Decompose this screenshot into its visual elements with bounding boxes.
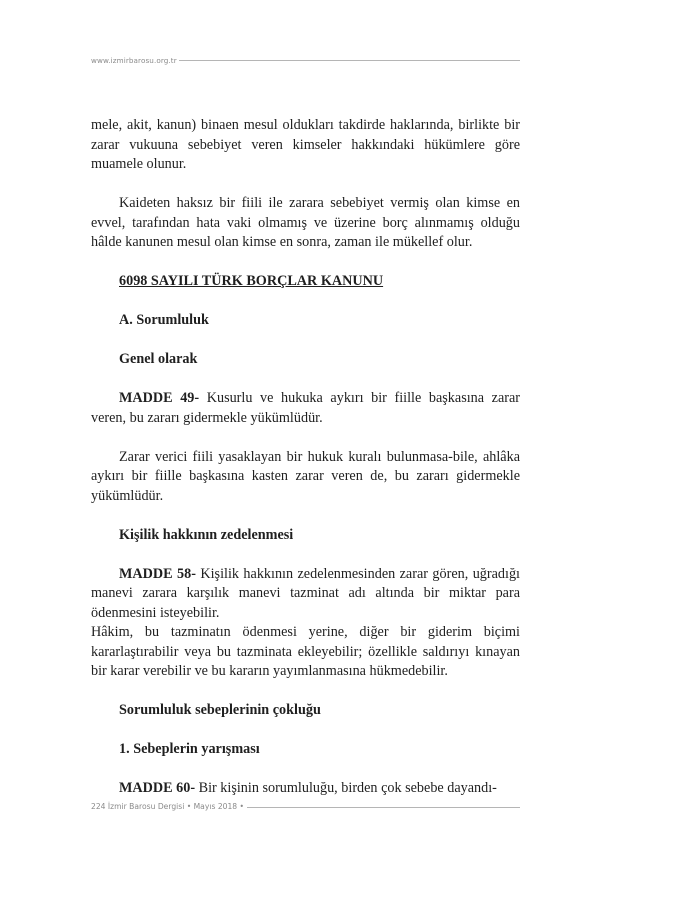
paragraph-zarar-verici: Zarar verici fiili yasaklayan bir hukuk kuralı bulunmasa-bile, ahlâka aykırı bir fiille başkasına kasten zarar veren de, bu zararı gidermekle yükümlüdür. bbox=[91, 448, 520, 504]
paragraph-kaideten: Kaideten haksız bir fiili ile zarara sebebiyet vermiş olan kimse en evvel, tarafından hata vaki olmamış ve üzerine borç alınmamış olduğu hâlde kanunen mesul olan kimse en sonra, zaman ile mükellef olur. bbox=[91, 195, 520, 250]
article-58 bbox=[91, 565, 520, 624]
paragraph-hakim: Hâkim, bu tazminatın ödenmesi yerine, diğer bir giderim biçimi kararlaştırabilir veya bu tazminata ekleyebilir; özellikle saldırıyı kınayan bir karar verebilir ve bu kararın yayımlanmasına hükmedebilir. bbox=[91, 624, 520, 679]
header-url: www.izmirbarosu.org.tr bbox=[91, 55, 177, 65]
article-58-text: Kişilik hakkının zedelenmesinden zarar gören, uğradığı manevi zarara karşılık manevi tazminat adı altında bir miktar para ödenmesini isteyebilir. bbox=[91, 565, 520, 621]
law-title: 6098 SAYILI TÜRK BORÇLAR KANUNU bbox=[119, 273, 384, 289]
article-49-label: MADDE 49- bbox=[119, 390, 200, 406]
article-49 bbox=[91, 389, 520, 428]
section-heading-genel: Genel olarak bbox=[119, 351, 198, 367]
footer-text: 224 İzmir Barosu Dergisi • Mayıs 2018 • bbox=[91, 802, 247, 811]
section-heading-kisilik: Kişilik hakkının zedelenmesi bbox=[119, 526, 294, 543]
page-body bbox=[91, 116, 520, 799]
section-heading-sebepler: Sorumluluk sebeplerinin çokluğu bbox=[119, 702, 321, 718]
article-60 bbox=[91, 779, 520, 799]
article-49-text: Kusurlu ve hukuka aykırı bir fiille başkasına zarar veren, bu zararı gidermekle yükümlüdür. bbox=[91, 390, 520, 426]
section-heading-yarisma: 1. Sebeplerin yarışması bbox=[119, 741, 260, 757]
paragraph-continuation: mele, akit, kanun) binaen mesul oldukları takdirde haklarında, birlikte bir zarar vukuuna sebebiyet veren kimseler hakkındaki hükümlere göre muamele olunur. bbox=[91, 117, 520, 172]
section-heading-sorumluluk: A. Sorumluluk bbox=[119, 312, 209, 328]
page-footer bbox=[91, 800, 520, 814]
article-60-text: Bir kişinin sorumluluğu, birden çok sebebe dayandı- bbox=[195, 780, 497, 796]
article-58-label: MADDE 58- bbox=[119, 565, 196, 582]
header-rule bbox=[179, 60, 520, 61]
article-60-label: MADDE 60- bbox=[119, 780, 196, 796]
page-header bbox=[91, 54, 520, 66]
